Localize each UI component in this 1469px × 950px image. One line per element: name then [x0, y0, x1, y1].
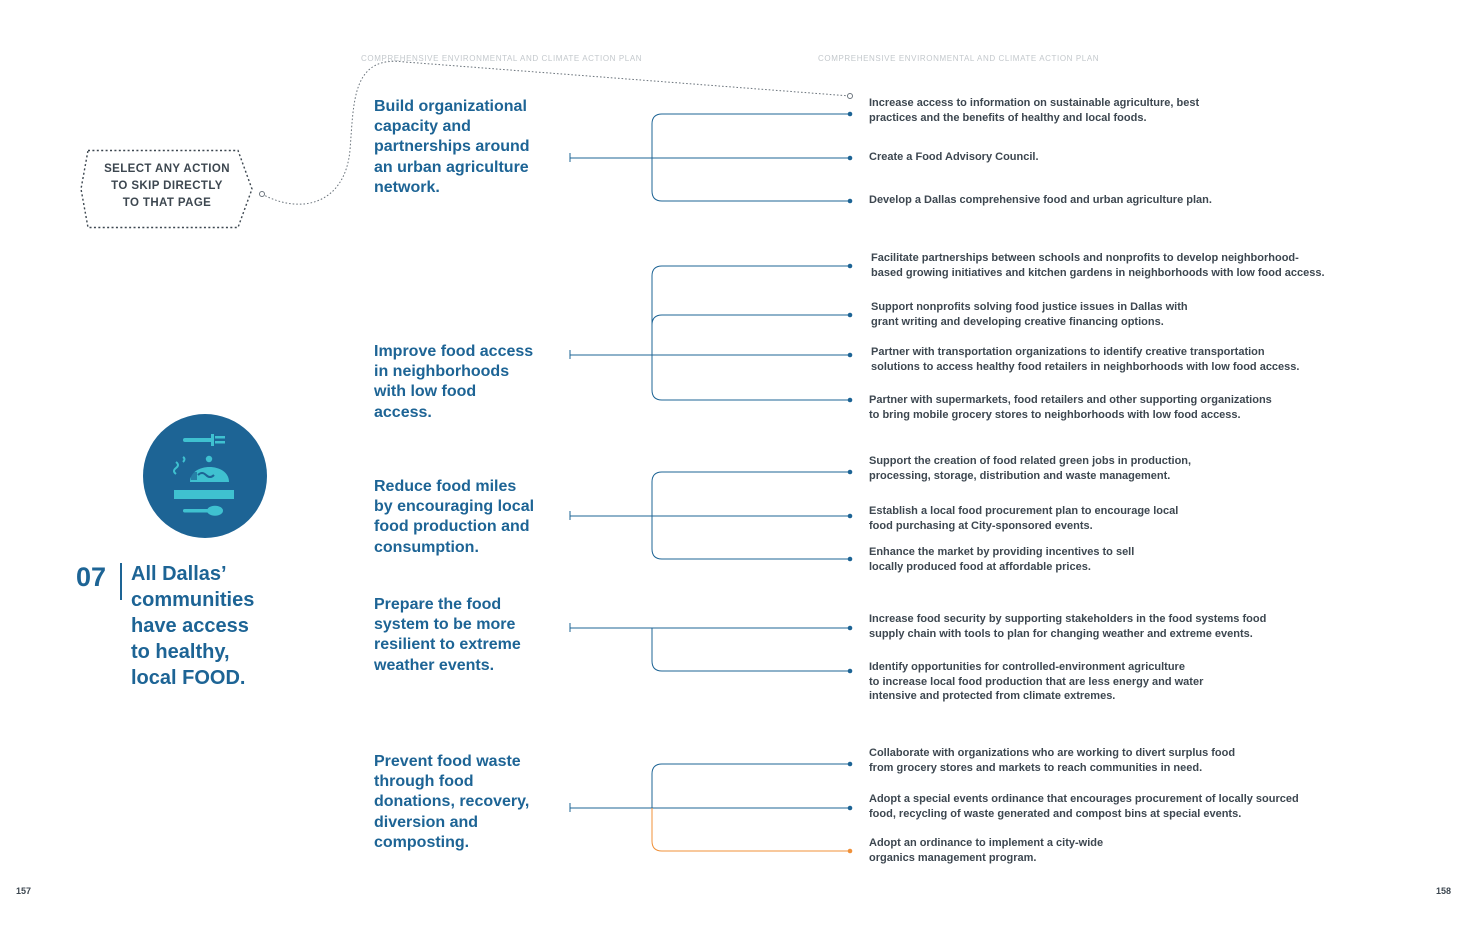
- action-item[interactable]: [869, 792, 1299, 821]
- action-title-line: partnerships around: [374, 138, 530, 156]
- callout-line: TO SKIP DIRECTLY: [111, 180, 223, 192]
- action-item[interactable]: [871, 300, 1188, 329]
- action-item[interactable]: [869, 612, 1266, 641]
- action-title-line: system to be more: [374, 616, 516, 634]
- action-item[interactable]: [869, 545, 1134, 574]
- action-item[interactable]: [869, 746, 1235, 775]
- action-item[interactable]: [869, 454, 1191, 483]
- action-title-line: with low food: [374, 383, 477, 401]
- action-item-line: to bring mobile grocery stores to neighborhoods with low food access.: [869, 408, 1241, 421]
- action-item-line: to increase local food production that are less energy and water: [869, 675, 1204, 688]
- action-title-line: weather events.: [374, 656, 495, 674]
- action-item[interactable]: [871, 345, 1299, 374]
- action-title-prepare-food-system[interactable]: [374, 595, 564, 676]
- action-title-line: by encouraging local: [374, 498, 535, 516]
- action-item[interactable]: [869, 660, 1203, 704]
- action-item-line: Partner with supermarkets, food retailers and other supporting organizations: [869, 394, 1272, 406]
- action-item-line: Develop a Dallas comprehensive food and urban agriculture plan.: [869, 194, 1212, 206]
- goal-divider: [120, 563, 122, 600]
- action-item-line: Identify opportunities for controlled-environment agriculture: [869, 661, 1185, 673]
- skip-to-page-callout: [78, 149, 258, 229]
- action-item-line: food, recycling of waste generated and compost bins at special events.: [869, 807, 1242, 820]
- action-title-organizational-capacity[interactable]: [374, 97, 564, 198]
- action-title-line: diversion and: [374, 813, 479, 831]
- action-title-line: Reduce food miles: [374, 478, 517, 495]
- action-item-line: solutions to access healthy food retailers in neighborhoods with low food access.: [871, 360, 1300, 373]
- action-item[interactable]: [869, 150, 1039, 165]
- action-item-line: processing, storage, distribution and waste management.: [869, 469, 1171, 482]
- page-number-right: 158: [1436, 886, 1452, 896]
- action-item-line: grant writing and developing creative financing options.: [871, 315, 1164, 328]
- goal-title-line: to healthy,: [131, 641, 230, 663]
- action-title-line: through food: [374, 773, 474, 791]
- running-head-left: COMPREHENSIVE ENVIRONMENTAL AND CLIMATE ACTION PLAN: [361, 54, 643, 63]
- action-title-line: Build organizational: [374, 98, 527, 115]
- action-item[interactable]: [869, 96, 1199, 125]
- action-title-line: an urban agriculture: [374, 158, 529, 176]
- goal-title: [131, 561, 311, 691]
- action-title-line: Prepare the food: [374, 596, 502, 613]
- callout-line: TO THAT PAGE: [122, 197, 212, 209]
- action-item-line: based growing initiatives and kitchen gardens in neighborhoods with low food access.: [871, 266, 1325, 279]
- goal-title-line: local FOOD.: [131, 667, 246, 689]
- action-title-line: Prevent food waste: [374, 753, 521, 770]
- callout-text: [92, 161, 242, 212]
- action-item-line: Collaborate with organizations who are working to divert surplus food: [869, 747, 1236, 759]
- goal-title-line: communities: [131, 589, 255, 611]
- action-item-line: Adopt an ordinance to implement a city-wide: [869, 837, 1104, 849]
- action-item-line: supply chain with tools to plan for changing weather and extreme events.: [869, 627, 1253, 640]
- action-title-line: Improve food access: [374, 343, 534, 360]
- action-title-line: capacity and: [374, 118, 471, 136]
- action-title-line: food production and: [374, 518, 530, 536]
- action-item-line: Increase food security by supporting stakeholders in the food systems food: [869, 613, 1267, 625]
- action-item-line: Enhance the market by providing incentives to sell: [869, 546, 1135, 558]
- action-item-line: Facilitate partnerships between schools and nonprofits to develop neighborhood-: [871, 252, 1299, 264]
- action-item-line: Partner with transportation organizations to identify creative transportation: [871, 346, 1265, 358]
- goal-number: 07: [76, 562, 107, 592]
- action-item-line: organics management program.: [869, 851, 1037, 864]
- action-title-prevent-food-waste[interactable]: [374, 752, 564, 853]
- action-item[interactable]: [869, 836, 1103, 865]
- action-item[interactable]: [869, 193, 1212, 208]
- action-title-line: access.: [374, 403, 432, 421]
- action-item-line: from grocery stores and markets to reach communities in need.: [869, 761, 1203, 774]
- action-title-line: composting.: [374, 833, 470, 851]
- action-item-line: locally produced food at affordable prices.: [869, 560, 1091, 573]
- action-title-improve-food-access[interactable]: [374, 342, 564, 423]
- action-title-line: in neighborhoods: [374, 363, 510, 381]
- page-number-left: 157: [16, 886, 32, 896]
- action-item-line: Increase access to information on sustainable agriculture, best: [869, 97, 1200, 109]
- action-item-line: intensive and protected from climate extremes.: [869, 690, 1116, 703]
- action-title-line: resilient to extreme: [374, 636, 521, 654]
- action-title-line: donations, recovery,: [374, 793, 530, 811]
- goal-title-line: have access: [131, 615, 249, 637]
- action-item-line: Support the creation of food related green jobs in production,: [869, 455, 1192, 467]
- action-item-line: practices and the benefits of healthy and local foods.: [869, 111, 1147, 124]
- action-item[interactable]: [869, 504, 1178, 533]
- callout-line: SELECT ANY ACTION: [104, 163, 230, 175]
- action-title-line: consumption.: [374, 538, 479, 556]
- goal-title-line: All Dallas’: [131, 563, 227, 585]
- food-access-icon: [143, 414, 267, 538]
- action-title-reduce-food-miles[interactable]: [374, 477, 564, 558]
- action-item-line: Create a Food Advisory Council.: [869, 151, 1039, 163]
- action-item-line: Support nonprofits solving food justice issues in Dallas with: [871, 301, 1188, 313]
- action-item[interactable]: [869, 393, 1272, 422]
- action-title-line: network.: [374, 178, 440, 196]
- action-item[interactable]: [871, 251, 1325, 280]
- action-item-line: food purchasing at City-sponsored events.: [869, 519, 1093, 532]
- action-item-line: Adopt a special events ordinance that encourages procurement of locally sourced: [869, 793, 1299, 805]
- action-item-line: Establish a local food procurement plan to encourage local: [869, 505, 1179, 517]
- running-head-right: COMPREHENSIVE ENVIRONMENTAL AND CLIMATE ACTION PLAN: [818, 54, 1100, 63]
